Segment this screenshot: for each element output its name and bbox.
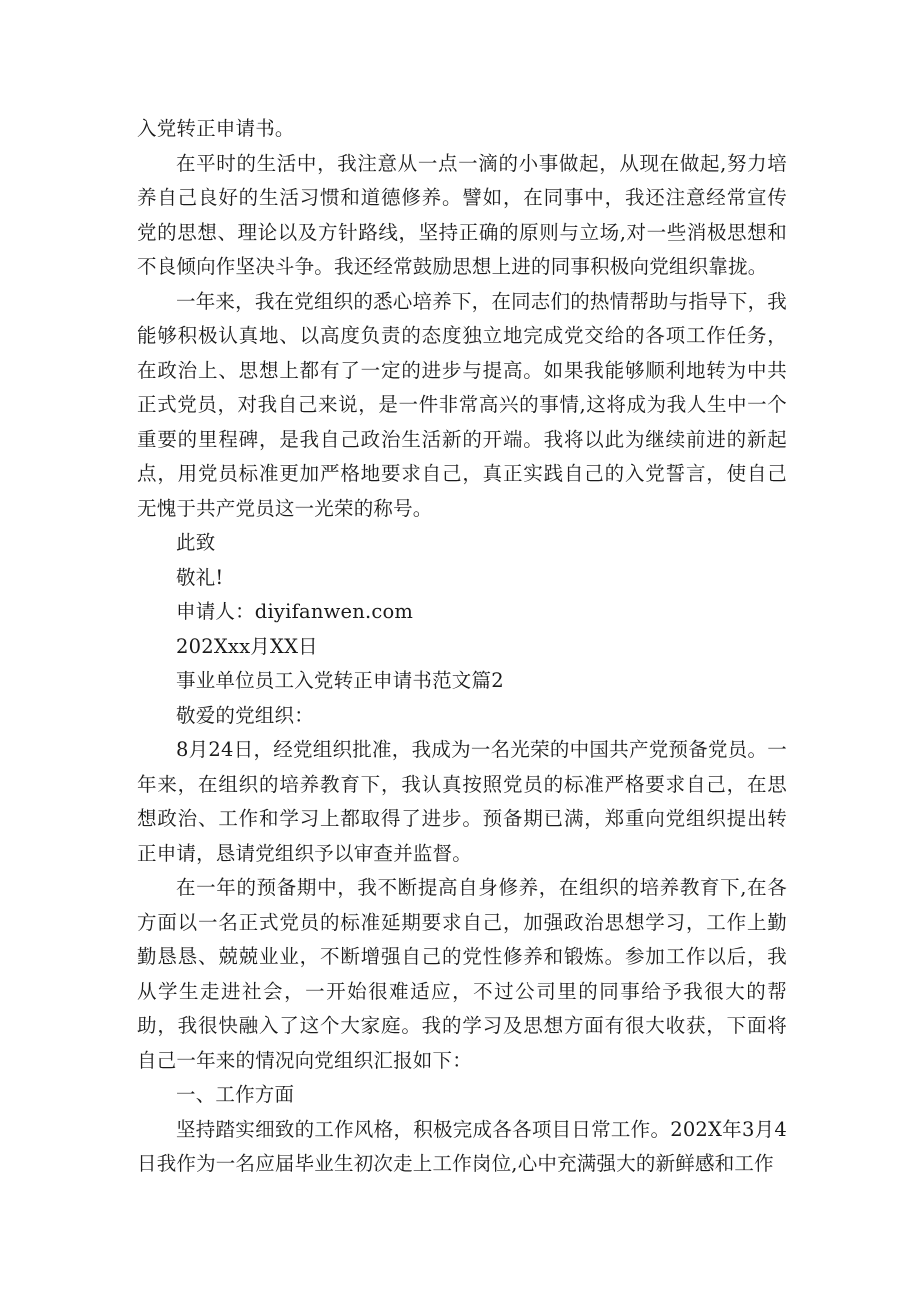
paragraph-10: 在一年的预备期中，我不断提高自身修养，在组织的培养教育下,在各方面以一名正式党员的标准延期要求自己，加强政治思想学习，工作上勤勤恳恳、兢兢业业，不断增强自己的党性修养和锻炼。参加工作以后，我从学生走进社会，一开始很难适应，不过公司里的同事给予我很大的帮助，我很快融入了这个大家庭。我的学习及思想方面有很大收获，下面将自己一年来的情况向党组织汇报如下：	[137, 876, 787, 1072]
paragraph-0: 入党转正申请书。	[137, 117, 295, 140]
closing-salutation: 此致	[176, 531, 216, 554]
paragraph-9: 8月24日，经党组织批准，我成为一名光荣的中国共产党预备党员。一年来，在组织的培养教育下，我认真按照党员的标准严格要求自己，在思想政治、工作和学习上都取得了进步。预备期已满，郑重向党组织提出转正申请，恳请党组织予以审查并监督。	[137, 738, 787, 865]
document-page	[137, 112, 787, 1182]
greeting-line: 敬爱的党组织：	[176, 703, 314, 727]
subheading-work: 一、工作方面	[176, 1083, 295, 1106]
date-line: 202Xxx月XX日	[176, 634, 318, 658]
section-title: 事业单位员工入党转正申请书范文篇2	[176, 669, 504, 692]
closing-regards: 敬礼!	[176, 565, 224, 589]
paragraph-12: 坚持踏实细致的工作风格，积极完成各各项目日常工作。202X年3月4日我作为一名应届毕业生初次走上工作岗位,心中充满强大的新鲜感和工作	[137, 1117, 787, 1175]
applicant-line: 申请人：diyifanwen.com	[176, 600, 414, 623]
paragraph-1: 在平时的生活中，我注意从一点一滴的小事做起，从现在做起,努力培养自己良好的生活习惯和道德修养。譬如，在同事中，我还注意经常宣传党的思想、理论以及方针路线，坚持正确的原则与立场,对一些消极思想和不良倾向作坚决斗争。我还经常鼓励思想上进的同事积极向党组织靠拢。	[137, 151, 787, 278]
paragraph-2: 一年来，我在党组织的悉心培养下，在同志们的热情帮助与指导下，我能够积极认真地、以高度负责的态度独立地完成党交给的各项工作任务，在政治上、思想上都有了一定的进步与提高。如果我能够顺利地转为中共正式党员，对我自己来说，是一件非常高兴的事情,这将成为我人生中一个重要的里程碑，是我自己政治生活新的开端。我将以此为继续前进的新起点，用党员标准更加严格地要求自己，真正实践自己的入党誓言，使自己无愧于共产党员这一光荣的称号。	[137, 289, 787, 520]
